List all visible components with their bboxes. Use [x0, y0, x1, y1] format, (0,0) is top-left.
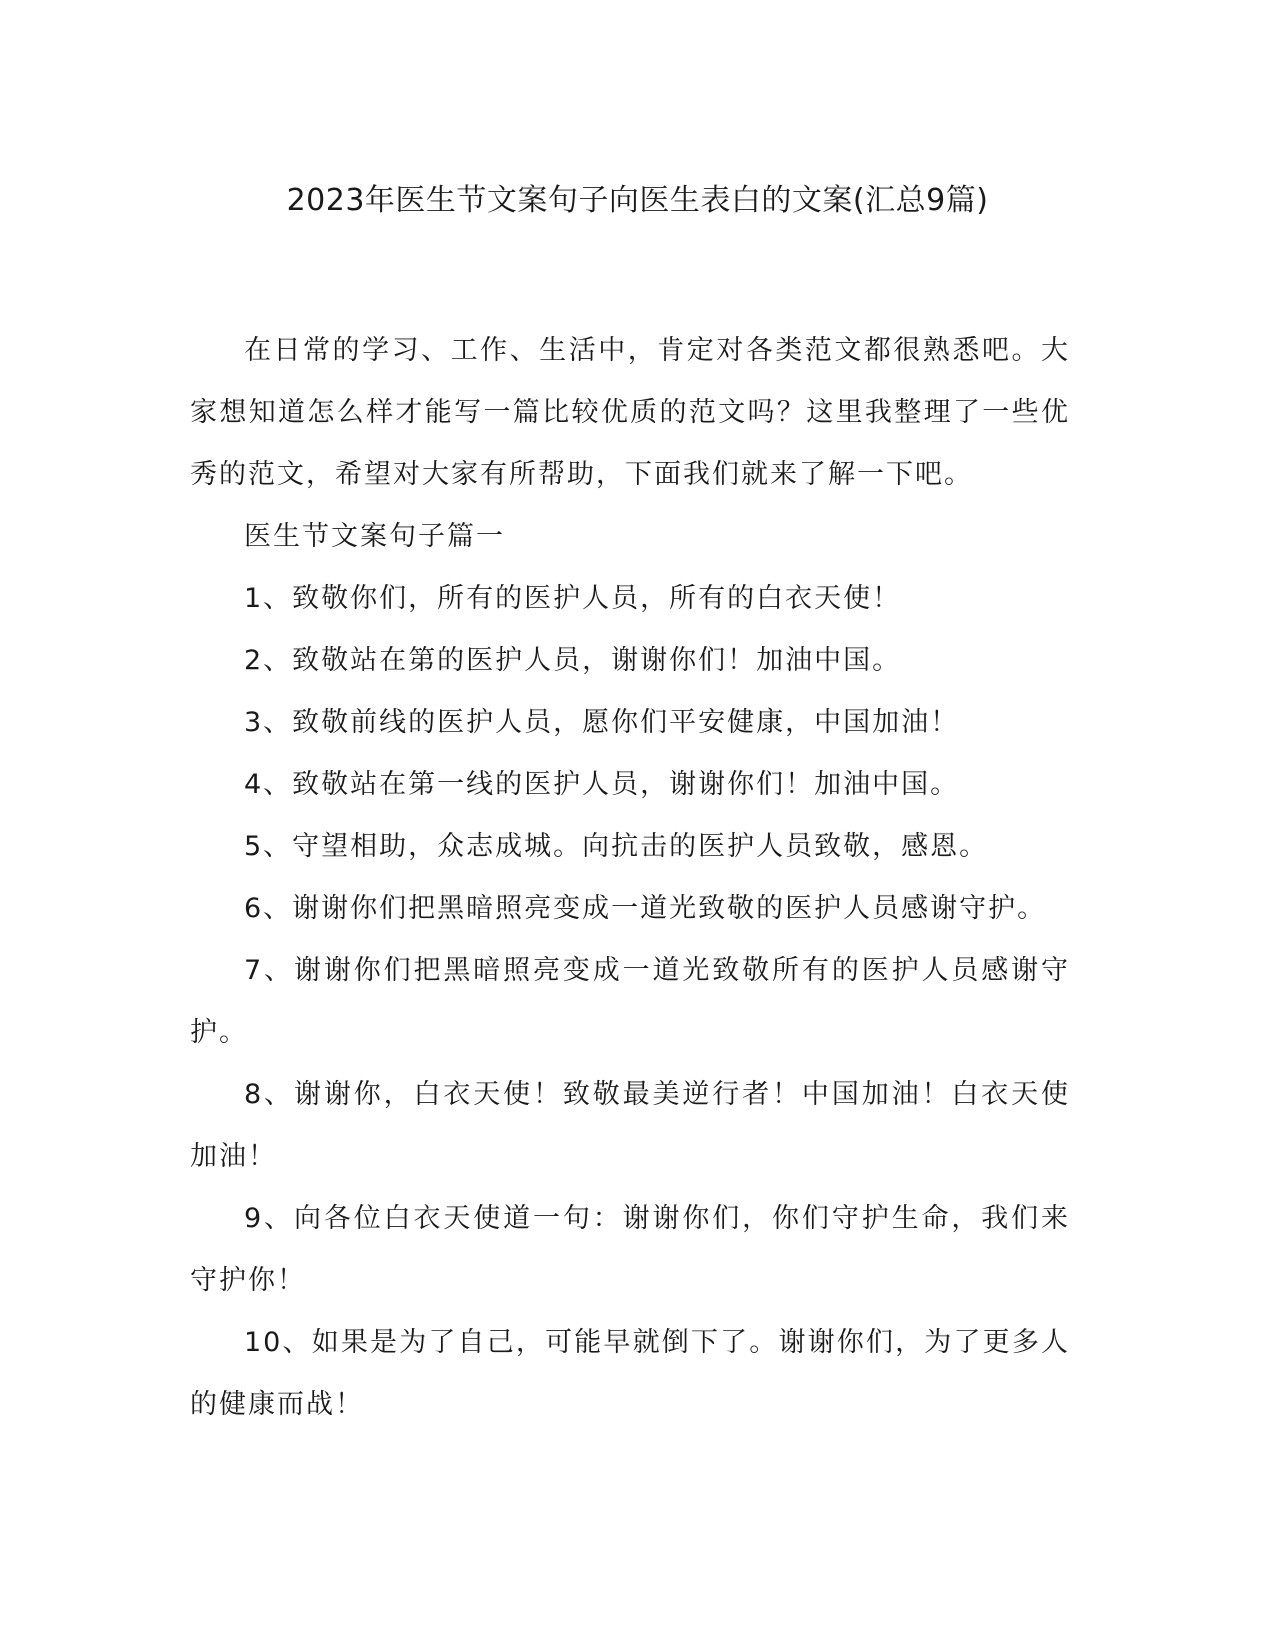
- list-item: 2、致敬站在第的医护人员，谢谢你们！加油中国。: [244, 645, 902, 676]
- list-item: 6、谢谢你们把黑暗照亮变成一道光致敬的医护人员感谢守护。: [244, 893, 1047, 924]
- list-item: 5、守望相助，众志成城。向抗击的医护人员致敬，感恩。: [244, 831, 989, 862]
- list-item: 7、谢谢你们把黑暗照亮变成一道光致敬所有的医护人员感谢守护。: [190, 955, 1070, 1048]
- list-item: 8、谢谢你，白衣天使！致敬最美逆行者！中国加油！白衣天使加油！: [190, 1079, 1070, 1172]
- document-title: 2023年医生节文案句子向医生表白的文案(汇总9篇): [286, 183, 989, 218]
- list-item: 3、致敬前线的医护人员，愿你们平安健康，中国加油！: [244, 707, 960, 738]
- document-body: [190, 320, 1070, 1436]
- list-item: 4、致敬站在第一线的医护人员，谢谢你们！加油中国。: [244, 769, 960, 800]
- intro-paragraph: 在日常的学习、工作、生活中，肯定对各类范文都很熟悉吧。大家想知道怎么样才能写一篇比较优质的范文吗？这里我整理了一些优秀的范文，希望对大家有所帮助，下面我们就来了解一下吧。: [190, 335, 1070, 490]
- section-heading: 医生节文案句子篇一: [244, 521, 505, 552]
- list-item: 10、如果是为了自己，可能早就倒下了。谢谢你们，为了更多人的健康而战！: [190, 1327, 1070, 1420]
- list-item: 1、致敬你们，所有的医护人员，所有的白衣天使！: [244, 583, 902, 614]
- list-item: 9、向各位白衣天使道一句：谢谢你们，你们守护生命，我们来守护你！: [190, 1203, 1070, 1296]
